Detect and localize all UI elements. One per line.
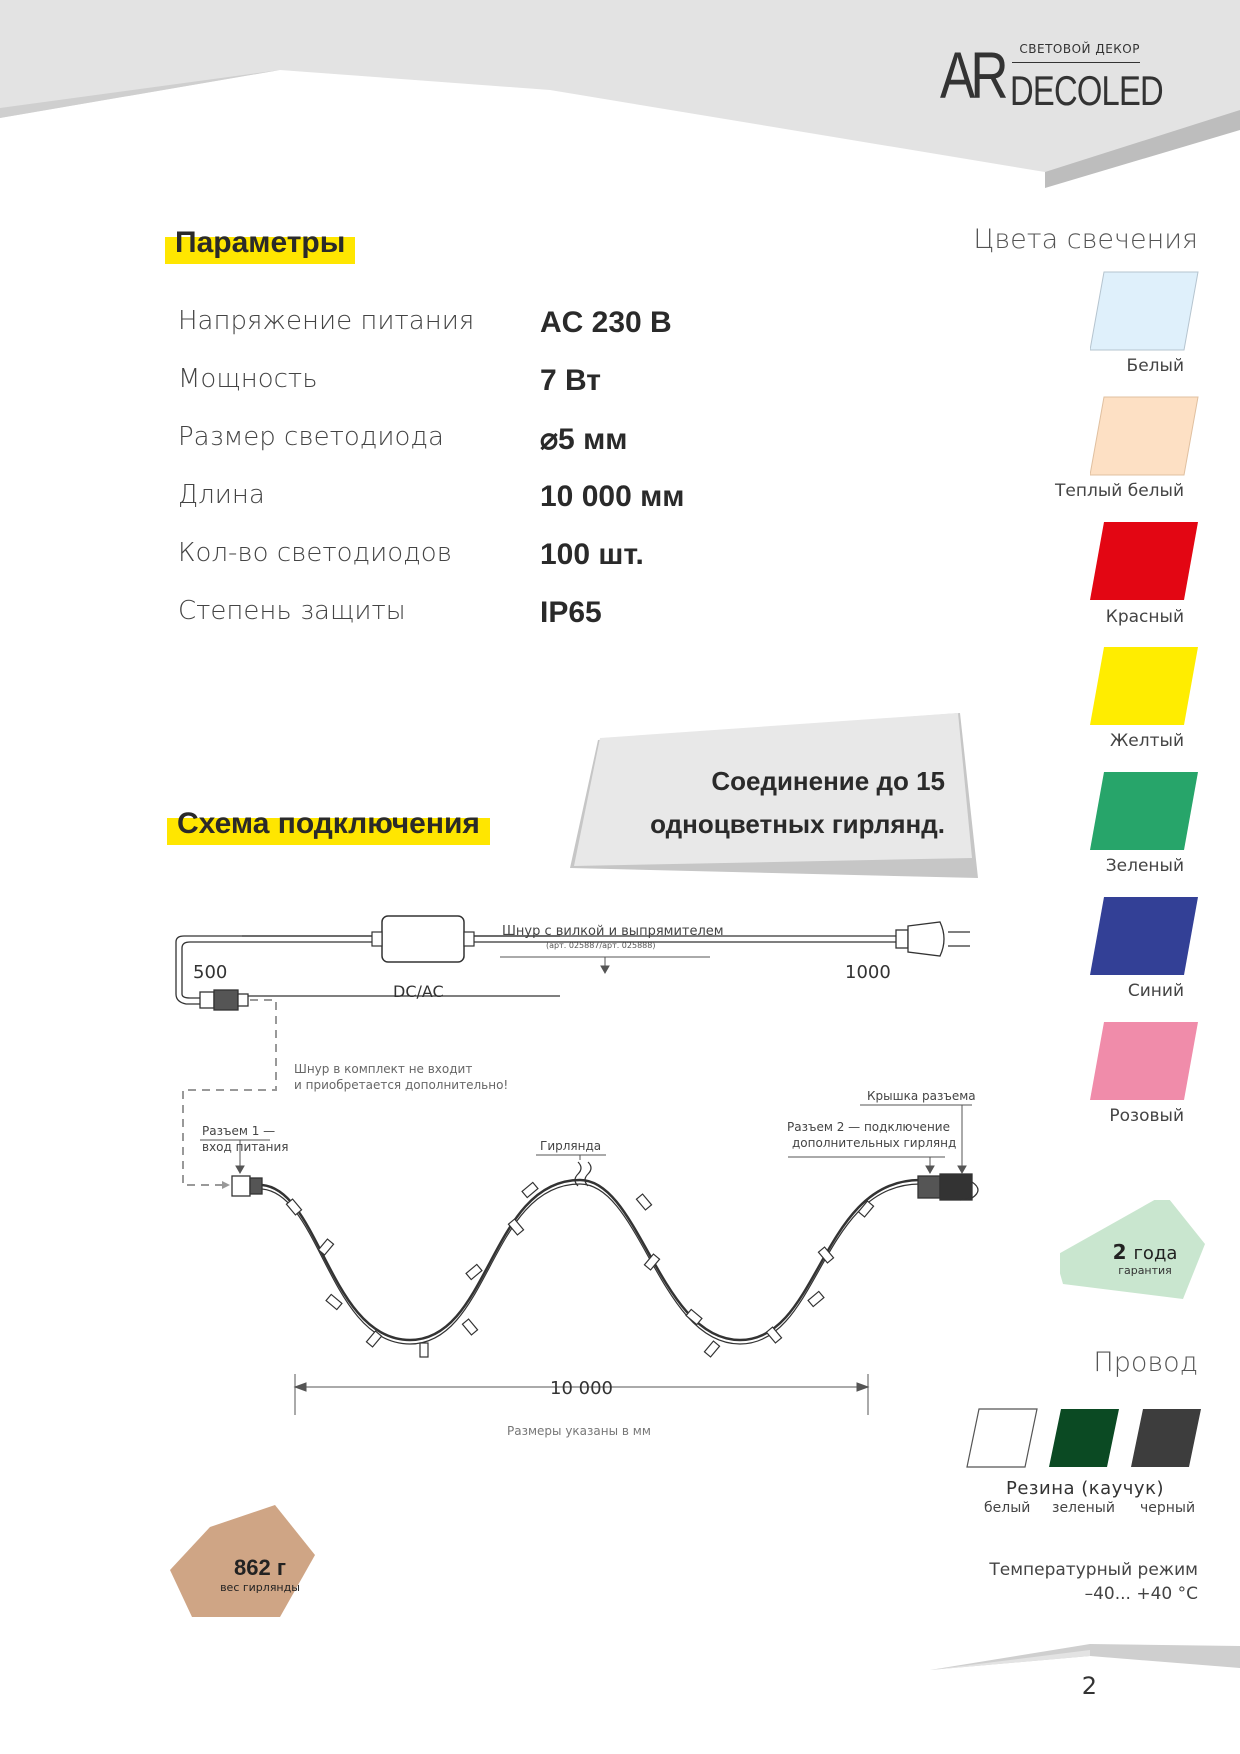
param-label: Размер светодиода [178,422,444,452]
temperature-label: Температурный режим [989,1560,1198,1580]
param-value: 100 шт. [540,538,644,571]
logo-divider [1012,62,1140,63]
param-value: IP65 [540,596,602,629]
param-label: Кол-во светодиодов [178,538,452,568]
warranty-years-number: 2 [1112,1240,1127,1264]
swatch-white [1090,272,1198,350]
swatch-label: Синий [1127,981,1184,1001]
length-right: 1000 [845,962,891,983]
logo-name: DECOLED [1010,67,1163,114]
connector2-label-line1: Разъем 2 — подключение [787,1120,950,1134]
weight-text [205,1555,315,1594]
param-value: AC 230 В [540,306,672,339]
plug-icon [896,922,970,956]
warranty-years [1100,1240,1190,1264]
cord-articles: (арт. 025887/арт. 025888) [546,941,656,950]
cap-label: Крышка разъема [867,1089,976,1103]
param-label: Длина [178,480,265,510]
warranty-years-word: года [1133,1243,1178,1264]
param-label: Напряжение питания [178,306,475,336]
wire-swatch-black [1131,1409,1201,1467]
page-number: 2 [1081,1672,1097,1700]
param-label: Степень защиты [178,596,406,626]
wire-material: Резина (каучук) [1006,1478,1164,1499]
connector1-label-line2: вход питания [202,1140,289,1154]
swatch-label: Красный [1105,607,1184,627]
logo-brand: AR [940,38,1004,112]
wire-swatches [965,1405,1205,1470]
swatch-pink [1090,1022,1198,1100]
swatch-label: Теплый белый [1055,481,1184,501]
connection-note-line1: Соединение до 15 [711,766,945,796]
not-included-line2: и приобретается дополнительно! [294,1078,509,1092]
rectifier-label: DC/AC [393,982,444,1001]
connector-2-icon [918,1174,978,1200]
param-value: 10 000 мм [540,480,685,513]
wire-swatch-green [1049,1409,1119,1467]
logo-tagline: СВЕТОВОЙ ДЕКОР [1019,42,1140,56]
wire-swatch-white [967,1409,1037,1467]
wire-label: зеленый [1052,1500,1115,1516]
connector-1-icon [232,1176,262,1196]
wiring-diagram [0,900,1000,1460]
param-row [178,306,778,346]
swatch-label: Розовый [1109,1106,1184,1126]
wire-label: черный [1140,1500,1196,1516]
garland-label: Гирлянда [540,1139,602,1153]
swatch-label: Зеленый [1105,856,1184,876]
param-label: Мощность [178,364,318,394]
swatch-green [1090,772,1198,850]
length-left: 500 [193,962,228,983]
param-row [178,364,778,404]
rectifier-box [382,916,464,962]
connection-note [545,760,945,846]
connector2-label-line2: дополнительных гирлянд [792,1136,957,1150]
params-heading: Параметры [165,222,355,264]
param-value: 7 Вт [540,364,601,397]
connector1-label-line1: Разъем 1 — [202,1124,276,1138]
warranty-note: гарантия [1118,1264,1172,1277]
swatch-label: Белый [1126,356,1184,376]
scheme-heading: Схема подключения [167,803,490,845]
param-row [178,538,778,578]
warranty-text [1100,1240,1190,1277]
cord-connector-icon [200,990,248,1010]
brand-logo [940,38,1163,120]
swatch-red [1090,522,1198,600]
glow-colors-heading: Цвета свечения [973,224,1198,255]
weight-value: 862 г [234,1555,286,1580]
param-value: ⌀5 мм [540,423,628,456]
connection-note-line2: одноцветных гирлянд. [650,809,945,839]
temperature-range: –40... +40 °С [1084,1584,1198,1604]
wire-heading: Провод [1093,1347,1198,1378]
param-row [178,480,778,520]
cord-label: Шнур с вилкой и выпрямителем [502,924,724,939]
not-included-line1: Шнур в комплект не входит [294,1062,473,1076]
total-length: 10 000 [550,1378,613,1399]
param-row [178,422,778,462]
swatch-warm-white [1090,397,1198,475]
weight-note: вес гирлянды [220,1581,300,1594]
swatch-yellow [1090,647,1198,725]
param-row [178,596,778,636]
swatch-label: Желтый [1109,731,1184,751]
wire-label: белый [984,1500,1031,1516]
swatch-blue [1090,897,1198,975]
units-note: Размеры указаны в мм [507,1424,651,1438]
